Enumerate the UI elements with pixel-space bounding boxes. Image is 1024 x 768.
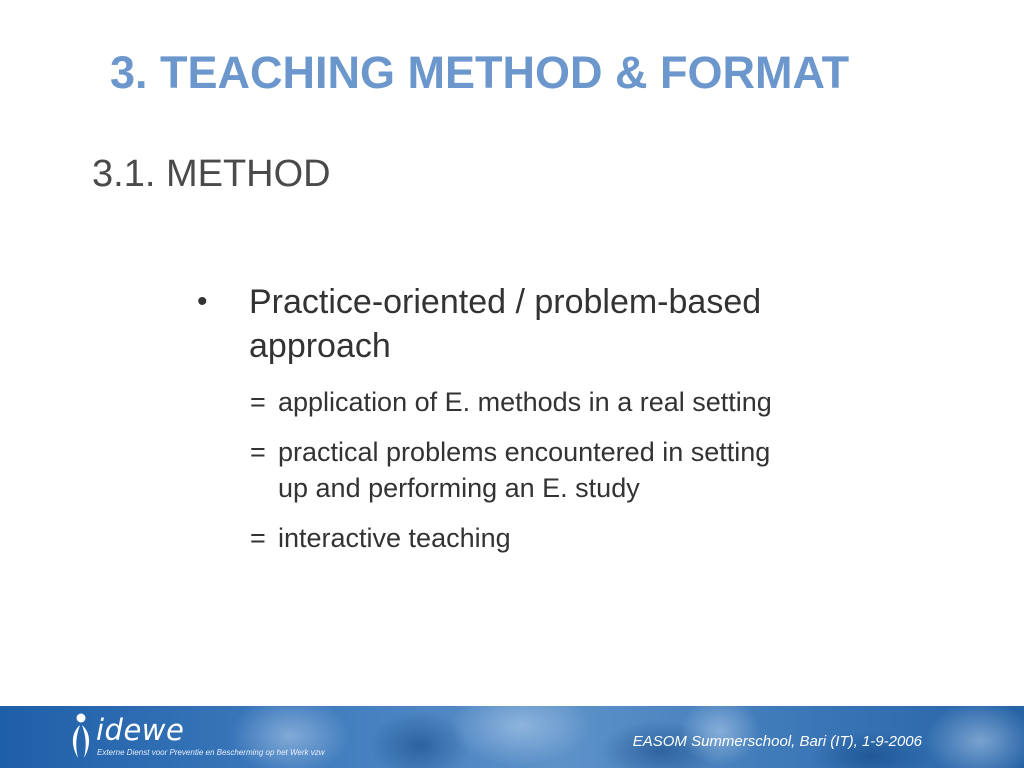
sub-item	[250, 520, 930, 556]
bullet-row	[197, 280, 897, 368]
sub-item-list	[250, 384, 930, 570]
sub-item-text-line-2: up and performing an E. study	[278, 473, 640, 503]
bullet-text-line-1: Practice-oriented / problem-based	[249, 283, 762, 321]
footer-event-label: EASOM Summerschool, Bari (IT), 1-9-2006	[632, 733, 922, 750]
section-heading: 3.1. METHOD	[92, 153, 331, 195]
slide-title: 3. TEACHING METHOD & FORMAT	[110, 47, 850, 98]
sub-item-text	[278, 434, 930, 506]
logo-wordmark: idewe	[96, 713, 185, 747]
sub-item	[250, 434, 930, 506]
bullet-marker: •	[197, 285, 208, 318]
bullet-text	[249, 280, 761, 368]
logo-tagline: Externe Dienst voor Preventie en Bescherming op het Werk vzw	[97, 748, 325, 757]
sub-item-text-line-1: practical problems encountered in setting	[278, 437, 771, 467]
bullet-item	[197, 280, 897, 368]
sub-item-text: application of E. methods in a real setting	[278, 387, 772, 417]
sub-item-text: interactive teaching	[278, 523, 511, 553]
sub-item-prefix: =	[250, 523, 266, 553]
sub-item	[250, 384, 930, 420]
sub-item-prefix: =	[250, 437, 266, 467]
idewe-logo	[66, 712, 366, 762]
sub-item-prefix: =	[250, 387, 266, 417]
idewe-figure-logo-icon	[66, 712, 96, 760]
bullet-text-line-2: approach	[249, 327, 391, 365]
